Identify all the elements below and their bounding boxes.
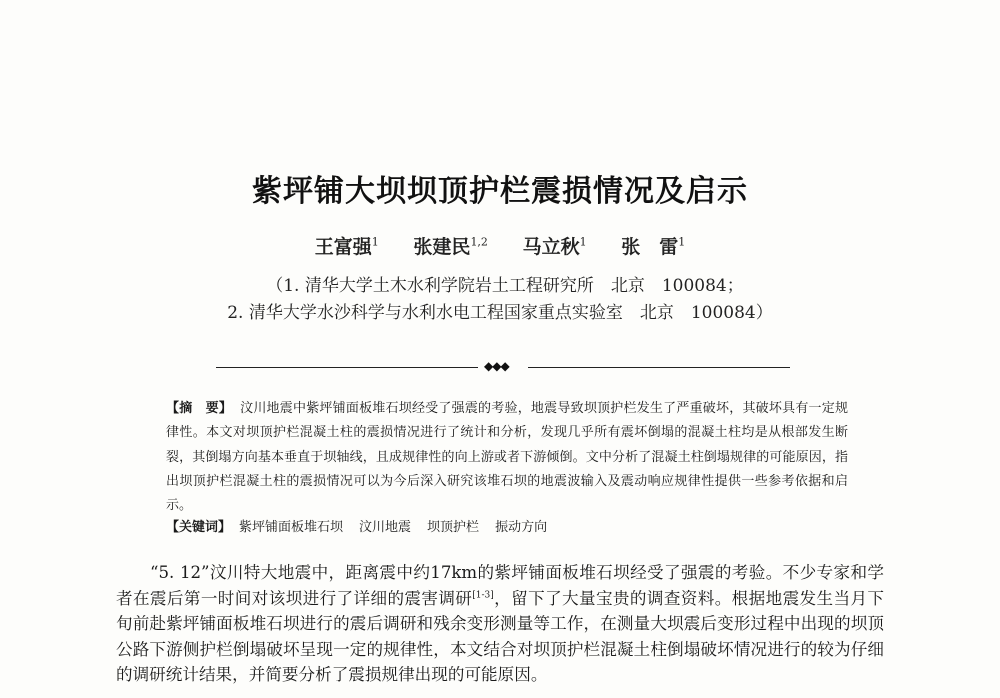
body-paragraph — [116, 560, 884, 688]
author — [315, 236, 379, 258]
author-name: 王富强 — [314, 236, 372, 258]
author — [621, 236, 685, 258]
author-name: 张建民 — [413, 236, 471, 258]
abstract-label: 【摘 要】 — [166, 401, 233, 416]
keywords-label: 【关键词】 — [166, 520, 232, 535]
abstract-block — [166, 397, 848, 518]
body-text-part: “5. 12”汶川特大地震中，距离震中约17km的紫坪铺面板堆石坝经受了强震的考验。不少专家和学者在震后第一时间对该坝进行了详细的震害调研 — [116, 563, 884, 608]
keyword: 紫坪铺面板堆石坝 — [239, 520, 344, 535]
author-list — [0, 232, 1000, 259]
paper-title: 紫坪铺大坝坝顶护栏震损情况及启示 — [252, 174, 748, 209]
abstract-text: 汶川地震中紫坪铺面板堆石坝经受了强震的考验，地震导致坝顶护栏发生了严重破坏，其破坏具有一定规律性。本文对坝顶护栏混凝土柱的震损情况进行了统计和分析，发现几乎所有震坏倒塌的混凝土柱均是从根部发生断裂，其倒塌方向基本垂直于坝轴线，且成规律性的向上游或者下游倾倒。文中分析了混凝土柱倒塌规律的可能原因，指出坝顶护栏混凝土柱的震损情况可以为今后深入研究该堆石坝的地震波输入及震动响应规律性提供一些参考依据和启示。 — [166, 401, 848, 514]
keyword: 坝顶护栏 — [427, 520, 480, 535]
author-affiliation-mark: 1,2 — [470, 235, 488, 249]
author-name: 张 雷 — [621, 236, 679, 258]
author-affiliation-mark: 1 — [371, 235, 379, 249]
author-affiliation-mark: 1 — [678, 235, 686, 249]
diamond-ornament-icon: ◆◆◆ — [484, 359, 509, 373]
author — [523, 236, 587, 258]
author — [413, 236, 488, 258]
affiliation-line-2: 2. 清华大学水沙科学与水利水电工程国家重点实验室 北京 100084） — [227, 303, 773, 323]
divider-line-right — [528, 367, 790, 368]
keyword: 汶川地震 — [359, 520, 412, 535]
body-text-part: ，留下了大量宝贵的调查资料。根据地震发生当月下旬前赴紫坪铺面板堆石坝进行的震后调研和残余变形测量等工作，在测量大坝震后变形过程中出现的坝顶公路下游侧护栏倒塌破坏呈现一定的规律性，本文结合对坝顶护栏混凝土柱倒塌破坏情况进行的较为仔细的调研统计结果，并简要分析了震损规律出现的可能原因。 — [116, 588, 885, 685]
divider-line-left — [216, 367, 478, 368]
section-divider — [216, 359, 790, 373]
affiliation-line-1: （1. 清华大学土木水利学院岩土工程研究所 北京 100084； — [266, 276, 744, 296]
author-affiliation-mark: 1 — [579, 235, 587, 249]
keywords-block — [166, 516, 848, 535]
author-name: 马立秋 — [522, 236, 580, 258]
citation-reference: [1-3] — [472, 590, 494, 601]
keyword: 振动方向 — [495, 520, 548, 535]
